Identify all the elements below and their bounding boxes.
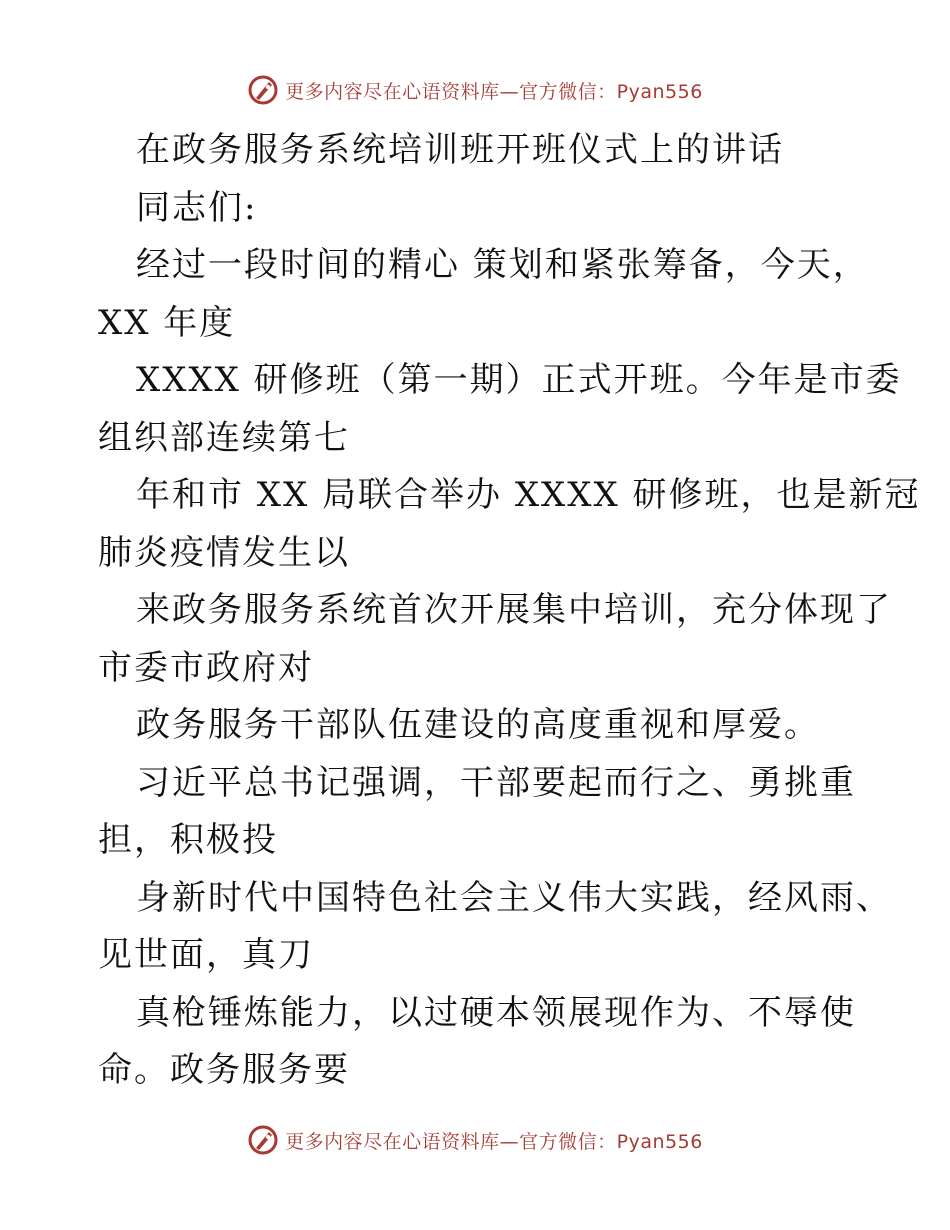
watermark-contact-text: 官方微信：Pyan556 — [519, 1130, 703, 1153]
body-line: 真枪锤炼能力，以过硬本领展现作为、不辱使 — [136, 992, 856, 1033]
watermark-main-text: 更多内容尽在心语资料库 — [285, 80, 500, 103]
body-line: XXXX 研修班（第一期）正式开班。今年是市委 — [136, 360, 902, 400]
watermark-main-text: 更多内容尽在心语资料库 — [285, 1130, 500, 1153]
body-line: XX 年度 — [98, 302, 236, 343]
body-line: 来政务服务系统首次开展集中培训，充分体现了 — [136, 590, 892, 630]
body-line: 习近平总书记强调，干部要起而行之、勇挑重 — [136, 762, 856, 803]
watermark-separator: — — [499, 80, 520, 103]
body-line: 担，积极投 — [98, 820, 278, 860]
body-line: 身新时代中国特色社会主义伟大实践，经风雨、 — [136, 877, 892, 918]
body-line: 组织部连续第七 — [98, 417, 350, 458]
watermark-contact-text: 官方微信：Pyan556 — [519, 80, 703, 103]
quill-pen-logo-icon — [247, 1124, 279, 1156]
body-line: 肺炎疫情发生以 — [98, 532, 350, 573]
body-line: 见世面，真刀 — [98, 935, 314, 975]
quill-pen-logo-icon — [247, 74, 279, 106]
watermark-text — [285, 77, 703, 104]
body-line: 政务服务干部队伍建设的高度重视和厚爱。 — [136, 705, 820, 745]
salutation: 同志们: — [136, 187, 258, 228]
body-line: 经过一段时间的精心 策划和紧张筹备，今天， — [136, 245, 869, 285]
body-line: 命。政务服务要 — [98, 1050, 350, 1090]
watermark-header — [0, 70, 950, 110]
watermark-separator: — — [499, 1130, 520, 1153]
body-line: 市委市政府对 — [98, 647, 314, 688]
watermark-text — [285, 1127, 703, 1154]
document-body — [98, 122, 921, 1100]
body-line: 年和市 XX 局联合举办 XXXX 研修班，也是新冠 — [136, 475, 921, 515]
watermark-footer — [0, 1120, 950, 1160]
document-title: 在政务服务系统培训班开班仪式上的讲话 — [136, 130, 784, 170]
